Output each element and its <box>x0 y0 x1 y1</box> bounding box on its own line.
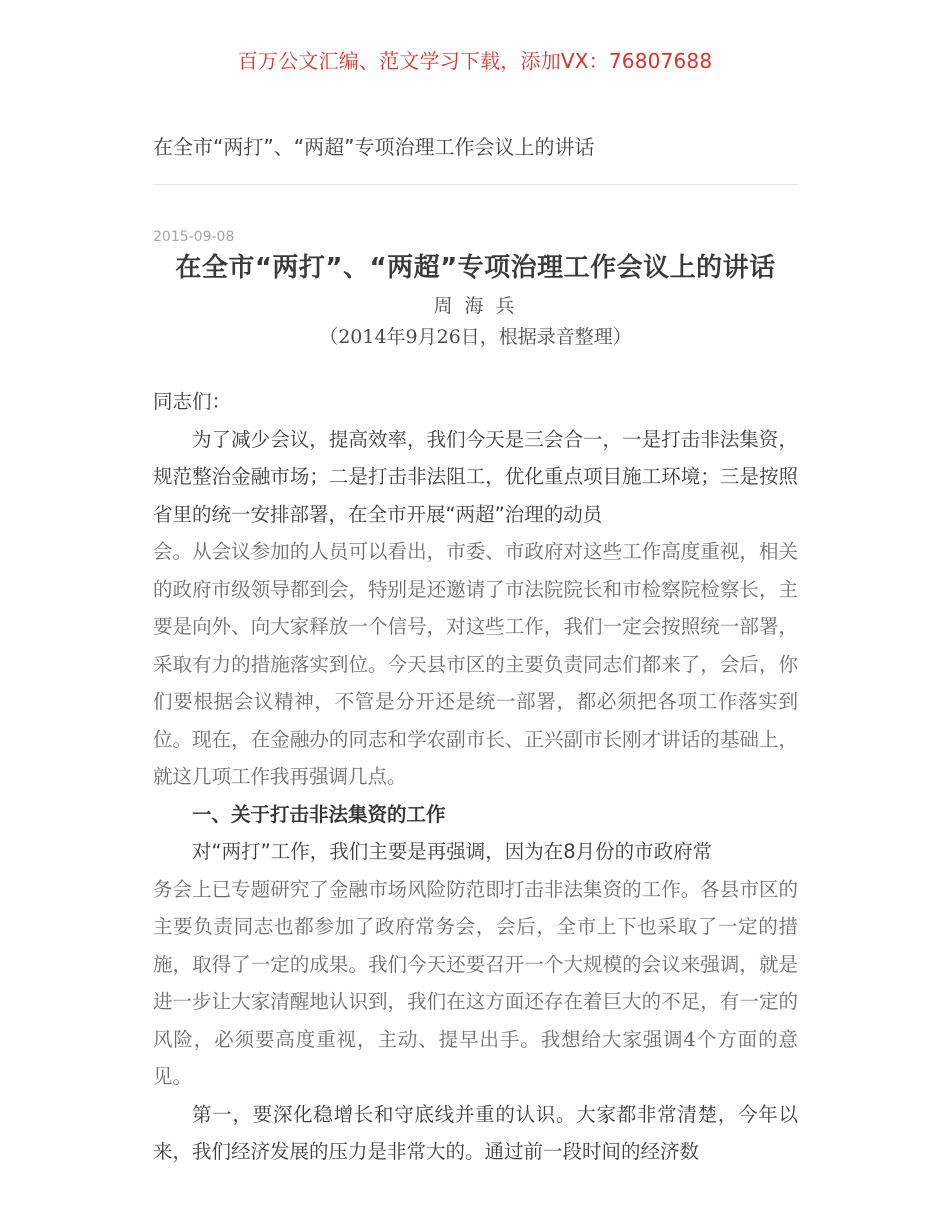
promo-watermark <box>0 48 950 74</box>
section-heading: 一、关于打击非法集资的工作 <box>192 802 446 826</box>
paragraph: 第一，要深化稳增长和守底线并重的认识。大家都非常清楚，今年以来，我们经济发展的压力是非常大的。通过前一段时间的经济数 <box>153 1102 798 1163</box>
page-title: 在全市“两打”、“两超”专项治理工作会议上的讲话 <box>153 135 595 159</box>
article <box>153 228 798 1171</box>
header-divider <box>153 184 798 185</box>
article-title: 在全市“两打”、“两超”专项治理工作会议上的讲话 <box>175 253 776 283</box>
article-author: 周 海 兵 <box>433 295 518 317</box>
promo-watermark-text: 百万公文汇编、范文学习下载，添加VX：76807688 <box>237 49 713 73</box>
paragraph: 会。从会议参加的人员可以看出，市委、市政府对这些工作高度重视，相关的政府市级领导都到会，特别是还邀请了市法院院长和市检察院检察长，主要是向外、向大家释放一个信号，对这些工作，我们一定会按照统一部署，采取有力的措施落实到位。今天县市区的主要负责同志们都来了，会后，你们要根据会议精神，不管是分开还是统一部署，都必须把各项工作落实到位。现在，在金融办的同志和学农副市长、正兴副市长刚才讲话的基础上，就这几项工作我再强调几点。 <box>153 540 798 788</box>
paragraph: 对“两打”工作，我们主要是再强调，因为在8月份的市政府常 <box>192 840 713 863</box>
article-body <box>153 383 798 1171</box>
article-subtitle: （2014年9月26日，根据录音整理） <box>319 326 632 348</box>
paragraph: 务会上已专题研究了金融市场风险防范即打击非法集资的工作。各县市区的主要负责同志也都参加了政府常务会，会后，全市上下也采取了一定的措施，取得了一定的成果。我们今天还要召开一个大规模的会议来强调，就是进一步让大家清醒地认识到，我们在这方面还存在着巨大的不足，有一定的风险，必须要高度重视，主动、提早出手。我想给大家强调4个方面的意见。 <box>153 877 798 1088</box>
article-date: 2015-09-08 <box>153 229 235 245</box>
page-header <box>153 132 798 162</box>
salutation: 同志们： <box>153 390 232 413</box>
paragraph: 为了减少会议，提高效率，我们今天是三会合一，一是打击非法集资，规范整治金融市场；二是打击非法阻工，优化重点项目施工环境；三是按照省里的统一安排部署，在全市开展“两超”治理的动员 <box>153 427 798 526</box>
